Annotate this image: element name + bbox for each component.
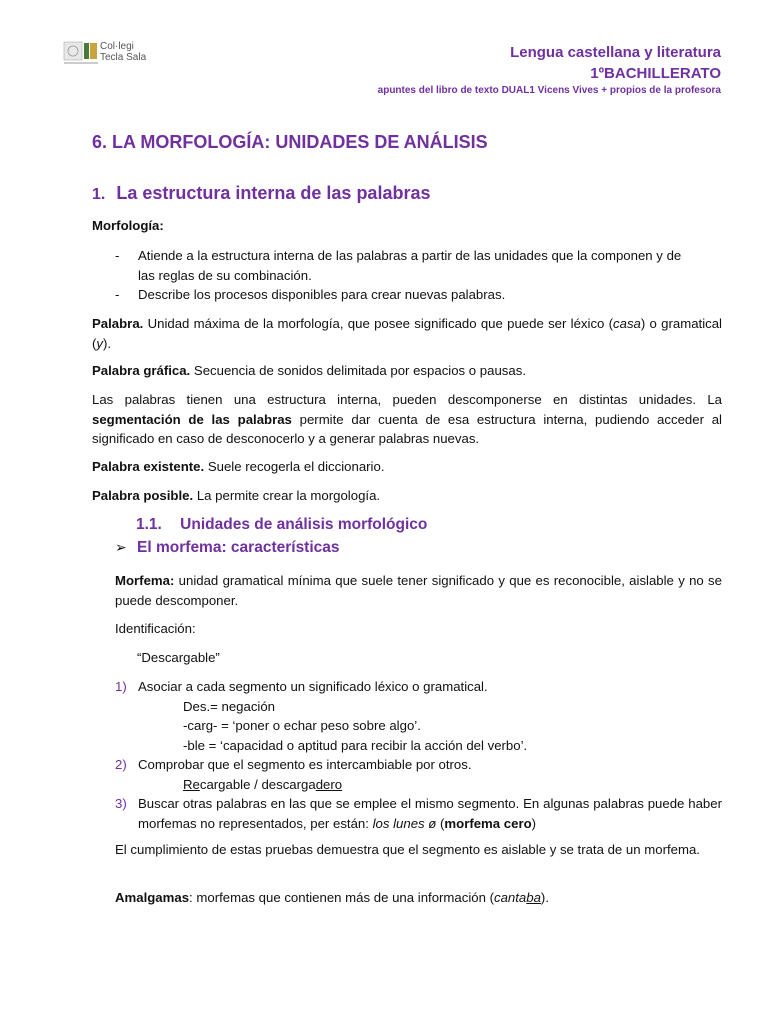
palabra-posible-term: Palabra posible. [92,488,194,503]
step-1-number: 1) [115,679,127,694]
bullet-item: - Atiende a la estructura interna de las palabras a partir de las unidades que la componen y de las reglas de su combinación. [115,246,722,285]
step-item [115,677,722,755]
example-word: “Descargable” [137,650,220,665]
segmentacion-text-a: Las palabras tienen una estructura interna, pueden descomponerse en distintas unidades. La [92,392,722,407]
section-1-1-title: Unidades de análisis morfológico [180,516,428,533]
palabra-example-1: casa [613,316,641,331]
palabra-existente-text: Suele recogerla el diccionario. [204,459,385,474]
school-logo [62,40,162,66]
palabra-term: Palabra. [92,316,144,331]
header-subject: Lengua castellana y literatura [510,44,721,61]
step-3-number: 3) [115,796,127,811]
steps-list [115,677,722,833]
amalgamas-example [494,890,541,905]
morfema-text: unidad gramatical mínima que suele tener significado y que es reconocible, aislable y no se puede descomponer. [115,573,722,608]
amalgamas-example-stem: canta [493,890,527,905]
step-2-text: Comprobar que el segmento es intercambiable por otros. [138,757,472,772]
bullet-2-line1: Describe los procesos disponibles para crear nuevas palabras. [138,287,506,302]
conclusion-paragraph: El cumplimiento de estas pruebas demuestra que el segmento es aislable y se trata de un morfema. [115,842,700,857]
palabra-grafica-term: Palabra gráfica. [92,363,191,378]
amalgamas-term: Amalgamas [115,890,190,905]
step-3-text-c: ) [531,815,537,831]
palabra-posible-text: La permite crear la morgología. [193,488,381,503]
segmentacion-text-b: permite dar cuenta de esa estructura interna, pudiendo acceder al significado en caso de desconocerlo y a generar palabras nuevas. [92,411,722,446]
identificacion-label: Identificación: [115,621,196,636]
step-2-number: 2) [115,757,127,772]
step-3-example: los lunes ø [372,815,437,831]
step-2-example-middle: cargable / descarga [199,776,316,792]
morfema-definition [115,571,722,610]
step-2-example-prefix: Re [183,776,200,792]
step-2-example [138,775,722,795]
step-item [115,755,722,794]
step-3-term: morfema cero [444,815,532,831]
palabra-grafica-text: Secuencia de sonidos delimitada por espacios o pausas. [190,363,526,378]
palabra-grafica-paragraph [92,361,722,381]
palabra-example-2: y [96,335,103,351]
step-3-text-a: Buscar otras palabras en las que se emplee el mismo segmento. En algunas palabras puede haber morfemas no representados, per están: [138,796,722,831]
step-item [115,794,722,833]
bullet-item: - Describe los procesos disponibles para crear nuevas palabras. [115,285,722,305]
header-source-note: apuntes del libro de texto DUAL1 Vicens Vives + propios de la profesora [377,85,721,96]
palabra-text-c: ). [103,335,112,351]
palabra-text-a: Unidad máxima de la morfología, que posee significado que puede ser léxico ( [143,316,614,331]
section-1-1-heading [136,516,427,534]
amalgamas-example-suffix: ba [526,890,541,905]
segmentacion-term: segmentación de las palabras [92,411,292,427]
section-1-title: La estructura interna de las palabras [116,183,431,203]
page-title: 6. LA MORFOLOGÍA: UNIDADES DE ANÁLISIS [92,132,488,152]
morfologia-label: Morfología: [92,218,164,233]
bullet-1-line1: Atiende a la estructura interna de las palabras a partir de las unidades que la componen y de [138,248,682,263]
section-1-1-number: 1.1. [136,516,162,533]
step-1-subline: -carg- = ‘poner o echar peso sobre algo’. [183,718,421,733]
palabra-existente-paragraph [92,457,722,477]
amalgamas-text-a: : morfemas que contienen más de una información ( [189,890,494,905]
step-1-subline: Des.= negación [183,698,276,714]
palabra-posible-paragraph [92,486,722,506]
step-1-text: Asociar a cada segmento un significado léxico o gramatical. [138,679,488,694]
logo-text-line2: Tecla Sala [100,52,147,63]
palabra-paragraph [92,314,722,353]
palabra-existente-term: Palabra existente. [92,459,205,474]
amalgamas-text-b: ). [540,890,549,905]
section-1-number: 1. [92,186,106,203]
logo-text-line1: Col·legi [100,41,134,52]
morfema-term: Morfema: [115,573,175,588]
arrow-bullet-icon: ➢ [115,539,127,555]
palabra-text-b: ) o gramatical ( [92,316,722,351]
amalgamas-paragraph [115,888,722,908]
step-1-subline: -ble = ‘capacidad o aptitud para recibir la acción del verbo’. [183,737,528,753]
bullet-list [115,246,722,305]
header-course: 1ºBACHILLERATO [590,65,721,82]
segmentacion-paragraph [92,390,722,449]
step-3-text-b: ( [436,815,445,831]
morfema-subheading [115,539,340,557]
section-1-heading [92,183,430,204]
morfema-subtitle: El morfema: características [137,539,340,556]
bullet-1-line2: las reglas de su combinación. [138,267,312,283]
step-2-example-suffix: dero [315,776,343,792]
